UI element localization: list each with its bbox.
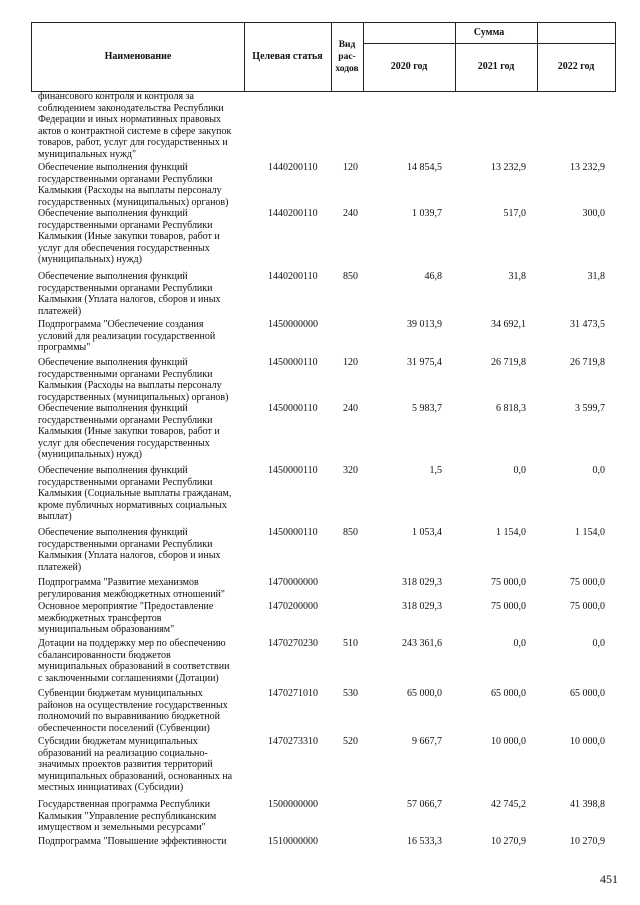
table-row xyxy=(0,799,640,836)
row-code: 1450000110 xyxy=(268,465,318,476)
row-name: Подпрограмма "Повышение эффективности xyxy=(38,836,227,847)
table-row xyxy=(0,836,640,850)
table-row xyxy=(0,601,640,638)
row-vid: 120 xyxy=(343,357,358,368)
table-row xyxy=(0,208,640,271)
row-amount-2021: 31,8 xyxy=(508,271,526,282)
row-amount-2020: 16 533,3 xyxy=(407,836,442,847)
row-vid: 240 xyxy=(343,208,358,219)
table-row xyxy=(0,162,640,208)
row-vid: 120 xyxy=(343,162,358,173)
row-name: Обеспечение выполнения функций государственными органами Республики Калмыкия (Уплата налогов, сборов и иных платежей) xyxy=(38,527,221,573)
row-name: Обеспечение выполнения функций государственными органами Республики Калмыкия (Уплата налогов, сборов и иных платежей) xyxy=(38,271,221,317)
row-code: 1450000000 xyxy=(268,319,318,330)
row-amount-2021: 10 270,9 xyxy=(491,836,526,847)
row-vid: 850 xyxy=(343,271,358,282)
row-code: 1450000110 xyxy=(268,403,318,414)
header-sum: Сумма xyxy=(473,27,505,38)
row-code: 1470200000 xyxy=(268,601,318,612)
row-code: 1470270230 xyxy=(268,638,318,649)
row-code: 1470000000 xyxy=(268,577,318,588)
row-name: Государственная программа Республики Калмыкия "Управление республиканским имуществом и земельными ресурсами" xyxy=(38,799,217,833)
row-name: Обеспечение выполнения функций государственными органами Республики Калмыкия (Расходы на выплаты персоналу государственных (муниципальных) органов) xyxy=(38,357,229,403)
row-amount-2022: 26 719,8 xyxy=(570,357,605,368)
row-code: 1440200110 xyxy=(268,208,318,219)
table-row xyxy=(0,465,640,527)
row-amount-2020: 1,5 xyxy=(429,465,442,476)
row-code: 1440200110 xyxy=(268,162,318,173)
row-amount-2020: 9 667,7 xyxy=(412,736,442,747)
table-row xyxy=(0,319,640,357)
row-name: Обеспечение выполнения функций государственными органами Республики Калмыкия (Иные закупки товаров, работ и услуг для обеспечения государственных (муниципальных) нужд) xyxy=(38,208,220,265)
row-amount-2021: 75 000,0 xyxy=(491,577,526,588)
row-amount-2021: 6 818,3 xyxy=(496,403,526,414)
row-code: 1450000110 xyxy=(268,527,318,538)
table-row xyxy=(0,736,640,799)
row-amount-2020: 5 983,7 xyxy=(412,403,442,414)
row-amount-2022: 31,8 xyxy=(587,271,605,282)
row-vid: 240 xyxy=(343,403,358,414)
header-vid: Вид рас-ходов xyxy=(335,40,359,74)
row-amount-2020: 14 854,5 xyxy=(407,162,442,173)
row-amount-2022: 0,0 xyxy=(592,465,605,476)
table-row xyxy=(0,688,640,736)
header-target: Целевая статья xyxy=(252,51,323,62)
row-amount-2021: 0,0 xyxy=(513,638,526,649)
row-name: Обеспечение выполнения функций государственными органами Республики Калмыкия (Иные закупки товаров, работ и услуг для обеспечения государственных (муниципальных) нужд) xyxy=(38,403,220,460)
row-vid: 530 xyxy=(343,688,358,699)
table-row xyxy=(0,91,640,162)
row-amount-2021: 0,0 xyxy=(513,465,526,476)
row-code: 1470271010 xyxy=(268,688,318,699)
row-name: Подпрограмма "Развитие механизмов регулирования межбюджетных отношений" xyxy=(38,577,225,600)
row-amount-2022: 65 000,0 xyxy=(570,688,605,699)
row-code: 1510000000 xyxy=(268,836,318,847)
table-header xyxy=(31,22,616,92)
row-amount-2022: 13 232,9 xyxy=(570,162,605,173)
row-amount-2022: 0,0 xyxy=(592,638,605,649)
row-amount-2021: 10 000,0 xyxy=(491,736,526,747)
header-year-2022: 2022 год xyxy=(557,61,595,72)
page-number: 451 xyxy=(600,872,618,886)
table-row xyxy=(0,403,640,465)
row-code: 1440200110 xyxy=(268,271,318,282)
row-amount-2020: 39 013,9 xyxy=(407,319,442,330)
row-code: 1450000110 xyxy=(268,357,318,368)
table-row xyxy=(0,577,640,601)
row-amount-2021: 65 000,0 xyxy=(491,688,526,699)
row-amount-2020: 318 029,3 xyxy=(402,577,442,588)
row-name: Дотации на поддержку мер по обеспечению сбалансированности бюджетов муниципальных образований в соответствии с заключенными соглашениями (Дотации) xyxy=(38,638,230,684)
table-row xyxy=(0,638,640,688)
row-name: Обеспечение выполнения функций государственными органами Республики Калмыкия (Социальные выплаты гражданам, кроме публичных нормативных социальных выплат) xyxy=(38,465,232,522)
row-amount-2022: 41 398,8 xyxy=(570,799,605,810)
row-amount-2022: 300,0 xyxy=(582,208,605,219)
row-amount-2021: 13 232,9 xyxy=(491,162,526,173)
row-name: Обеспечение выполнения функций государственными органами Республики Калмыкия (Расходы на выплаты персоналу государственных (муниципальных) органов) xyxy=(38,162,229,208)
row-amount-2022: 31 473,5 xyxy=(570,319,605,330)
row-amount-2021: 517,0 xyxy=(503,208,526,219)
header-year-2020: 2020 год xyxy=(390,61,428,72)
row-amount-2020: 31 975,4 xyxy=(407,357,442,368)
row-amount-2020: 1 039,7 xyxy=(412,208,442,219)
row-amount-2021: 26 719,8 xyxy=(491,357,526,368)
row-amount-2020: 1 053,4 xyxy=(412,527,442,538)
row-amount-2020: 318 029,3 xyxy=(402,601,442,612)
row-amount-2022: 1 154,0 xyxy=(575,527,605,538)
row-amount-2020: 243 361,6 xyxy=(402,638,442,649)
row-name: Основное мероприятие "Предоставление межбюджетных трансфертов муниципальным образованиям" xyxy=(38,601,214,635)
row-vid: 850 xyxy=(343,527,358,538)
table-row xyxy=(0,357,640,403)
row-amount-2021: 75 000,0 xyxy=(491,601,526,612)
row-amount-2020: 65 000,0 xyxy=(407,688,442,699)
row-name: Субсидии бюджетам муниципальных образований на реализацию социально- значимых проектов развития территорий муниципальных образований, основанных на местных инициативах (Субсидии) xyxy=(38,736,233,793)
row-amount-2022: 10 000,0 xyxy=(570,736,605,747)
table-body xyxy=(0,91,640,850)
row-amount-2022: 10 270,9 xyxy=(570,836,605,847)
row-amount-2022: 3 599,7 xyxy=(575,403,605,414)
row-amount-2021: 34 692,1 xyxy=(491,319,526,330)
header-year-2021: 2021 год xyxy=(477,61,515,72)
table-row xyxy=(0,271,640,319)
row-name: Подпрограмма "Обеспечение создания условий для реализации государственной программы" xyxy=(38,319,216,353)
row-amount-2021: 1 154,0 xyxy=(496,527,526,538)
row-amount-2022: 75 000,0 xyxy=(570,577,605,588)
row-vid: 320 xyxy=(343,465,358,476)
row-name: Субвенции бюджетам муниципальных районов на осуществление государственных полномочий по выравниванию бюджетной обеспеченности поселений (Субвенции) xyxy=(38,688,228,734)
row-code: 1470273310 xyxy=(268,736,318,747)
row-amount-2022: 75 000,0 xyxy=(570,601,605,612)
row-amount-2020: 46,8 xyxy=(424,271,442,282)
row-amount-2020: 57 066,7 xyxy=(407,799,442,810)
row-vid: 510 xyxy=(343,638,358,649)
table-row xyxy=(0,527,640,577)
row-vid: 520 xyxy=(343,736,358,747)
row-amount-2021: 42 745,2 xyxy=(491,799,526,810)
header-name: Наименование xyxy=(104,51,172,62)
row-name: финансового контроля и контроля за соблюдением законодательства Республики Федерации и иных нормативных правовых актов о контрактной системе в сфере закупок товаров, работ, услуг для государственных и муниципальных нужд" xyxy=(38,91,232,160)
row-code: 1500000000 xyxy=(268,799,318,810)
